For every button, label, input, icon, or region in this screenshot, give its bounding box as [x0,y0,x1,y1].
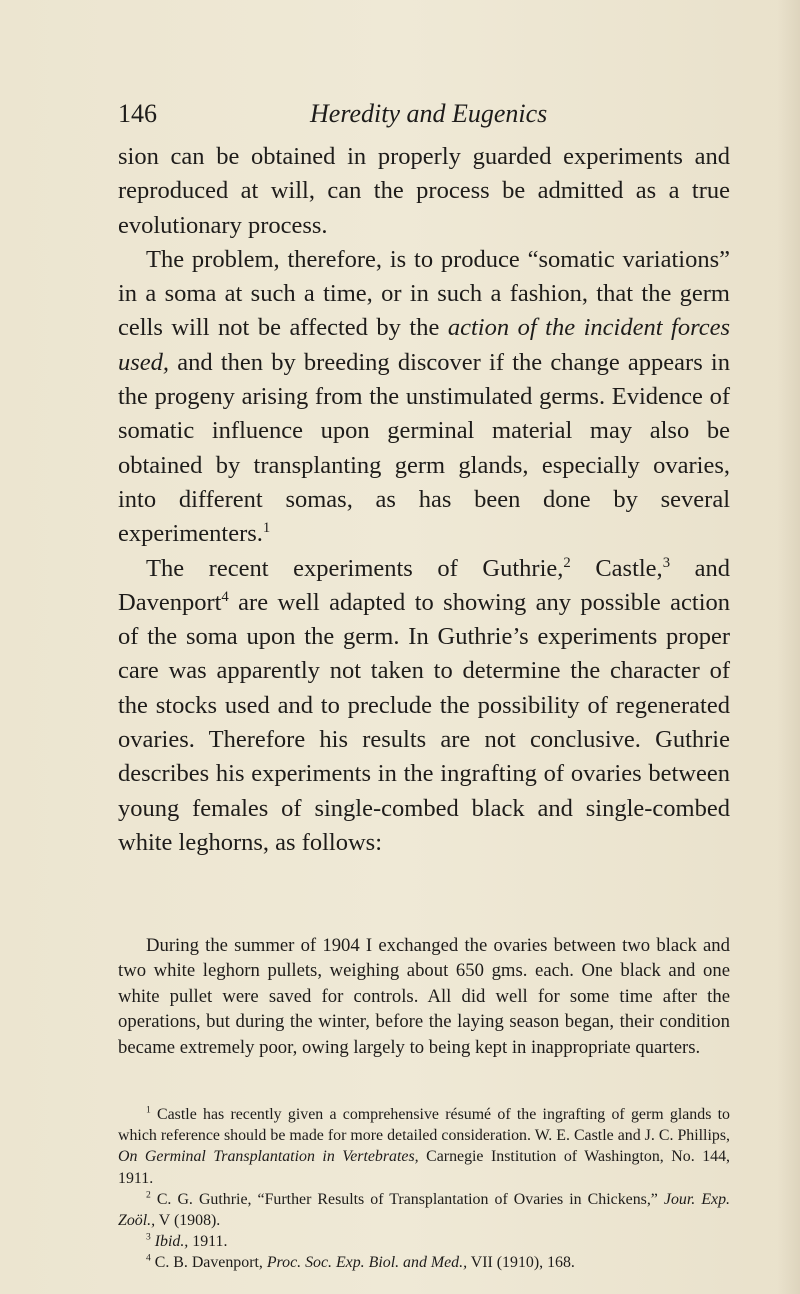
page-number: 146 [118,99,157,128]
emphasis-text: action of the incident forces used, [118,314,730,376]
paragraph-experiments: The recent experiments of Guthrie,$^2$ Castle,$^3$ and Davenport$^4$ are well adapted to showing any possible action of the soma upon the germ. In Guthrie’s experiments proper care was apparently not taken to determine the character of the stocks used and to preclude the possibility of regenerated ovaries. Therefore his results are not conclusive. Guthrie describes his experiments in the ingrafting of ovaries between young females of single-combed black and single-combed white leghorns, as follows: [118,554,730,856]
footnote-ref-4: 4 [221,588,229,605]
paragraph-problem: The problem, therefore, is to produce “somatic variations” in a soma at such a time, or in such a fashion, that the germ cells will not be affected by the action of the incident forces used, and then by breeding discover if the change appears in the progeny arising from the unstimulated germs. Evidence of somatic influence upon germinal material may also be obtained by transplanting germ glands, especially ovaries, into different somas, as has been done by several experimenters.$^1$ [118,245,730,548]
paragraph-continuation: sion can be obtained in properly guarded experiments and reproduced at will, can the process be admitted as a true evolutionary process. [118,143,730,239]
footnote-2: $^2$ C. G. Guthrie, “Further Results of Transplantation of Ovaries in Chickens,” Jour. Exp. Zoöl., V (1908). [118,1189,730,1230]
footnote-ref-1: 1 [262,520,271,537]
block-quote: During the summer of 1904 I exchanged the ovaries between two black and two white leghorn pullets, weighing about 650 gms. each. One black and one white pullet were saved for controls. All did well for some time after the operations, but during the winter, before the laying season began, their condition became extremely poor, owing largely to being kept in inappropriate quarters. [118,935,730,1058]
running-title: Heredity and Eugenics [310,99,548,128]
main-text [118,140,730,860]
footnote-4: $^4$ C. B. Davenport, Proc. Soc. Exp. Biol. and Med., VII (1910), 168. [146,1253,575,1272]
footnote-ref-3: 3 [662,554,671,571]
footnote-1: $^1$ Castle has recently given a comprehensive résumé of the ingrafting of germ glands to which reference should be made for more detailed consideration. W. E. Castle and J. C. Phillips, On Germinal Transplantation in Vertebrates, Carnegie Institution of Washington, No. 144, 1911. [118,1104,730,1187]
footnote-ref-2: 2 [563,554,571,571]
page-edge-shadow [778,0,800,1294]
footnote-3: $^3$ Ibid., 1911. [146,1231,228,1251]
footnotes [118,1104,730,1274]
page-header [118,99,728,131]
